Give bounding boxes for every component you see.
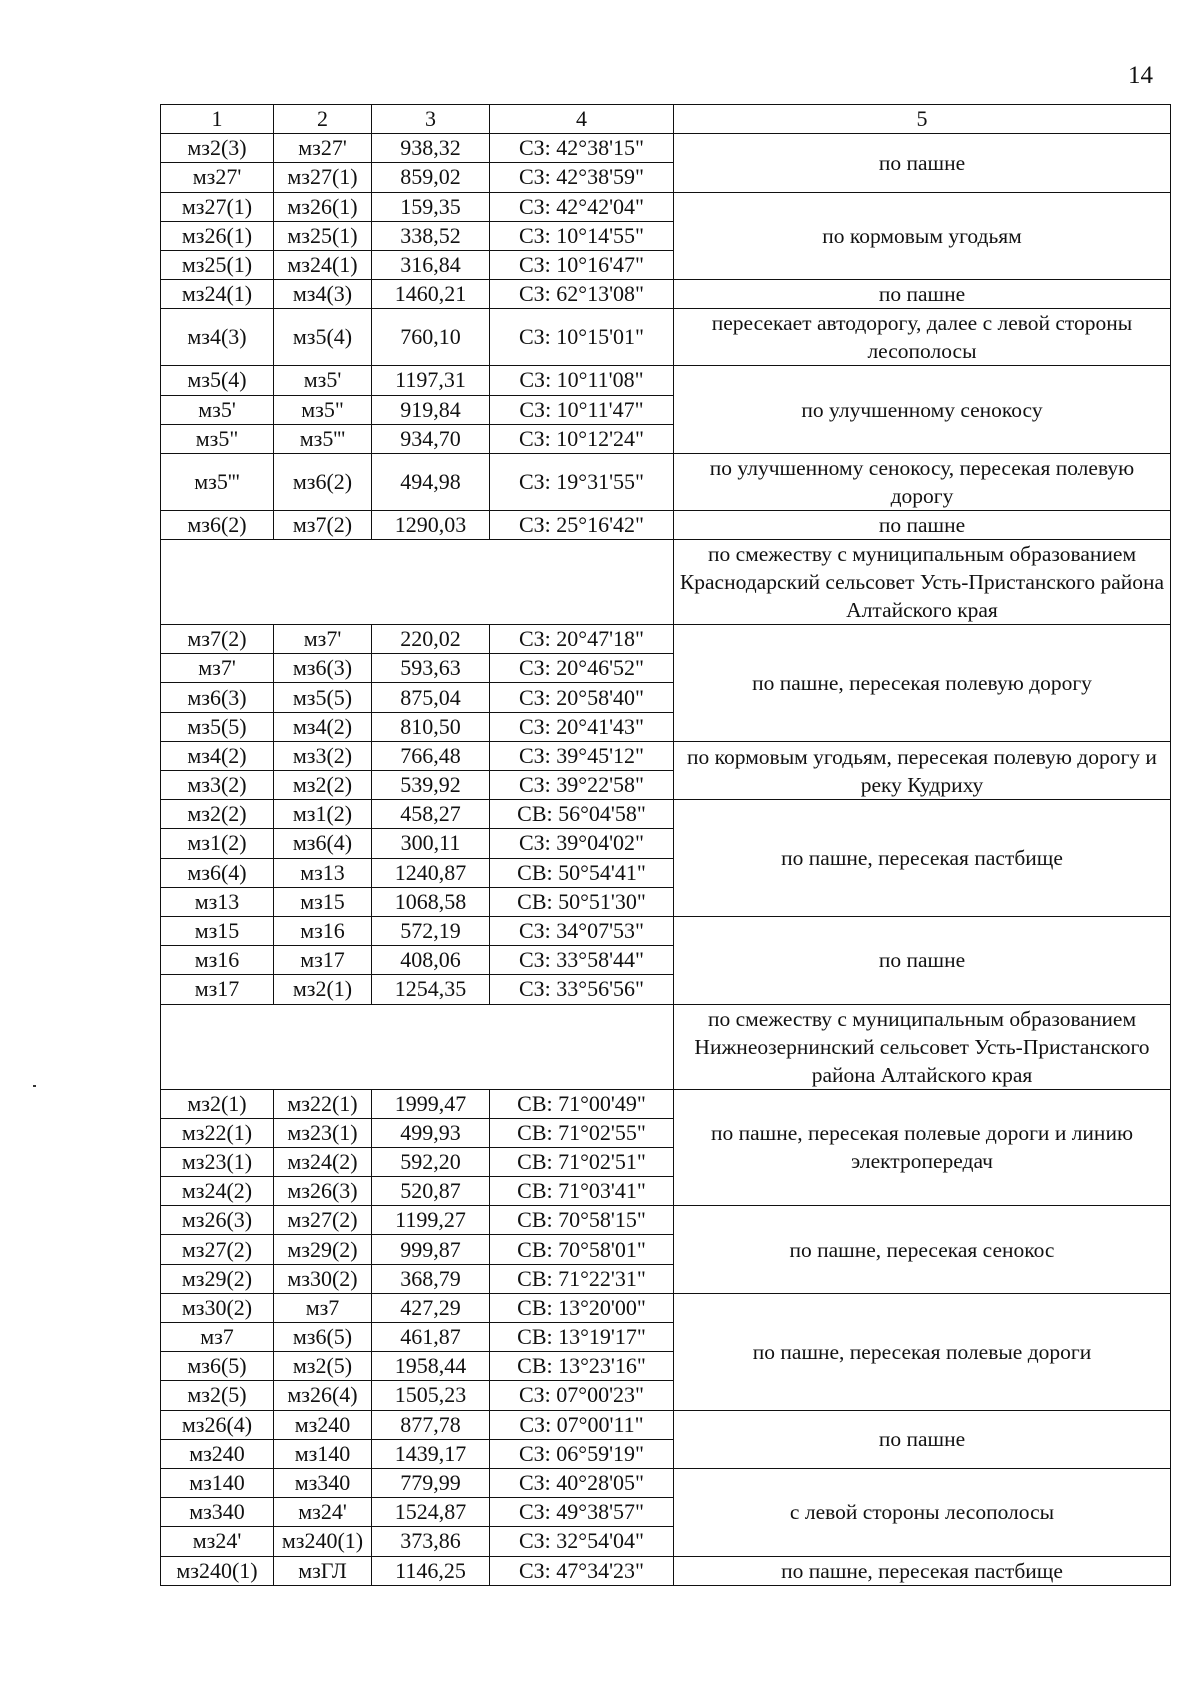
bearing: СВ: 71°22'31" xyxy=(490,1264,674,1293)
length: 760,10 xyxy=(372,309,490,366)
from-point: мз7(2) xyxy=(161,625,274,654)
length: 810,50 xyxy=(372,712,490,741)
bearing: СЗ: 42°38'15" xyxy=(490,134,674,163)
length: 766,48 xyxy=(372,741,490,770)
from-point: мз2(1) xyxy=(161,1089,274,1118)
to-point: мз30(2) xyxy=(274,1264,372,1293)
from-point: мз26(3) xyxy=(161,1206,274,1235)
table-row xyxy=(161,916,1171,945)
table-row xyxy=(161,1089,1171,1118)
adjacency-row xyxy=(161,1004,1171,1089)
to-point: мз25(1) xyxy=(274,221,372,250)
table-row xyxy=(161,1206,1171,1235)
length: 1199,27 xyxy=(372,1206,490,1235)
to-point: мз240(1) xyxy=(274,1527,372,1556)
from-point: мз24' xyxy=(161,1527,274,1556)
table-row xyxy=(161,366,1171,395)
to-point: мз6(4) xyxy=(274,829,372,858)
length: 494,98 xyxy=(372,453,490,510)
from-point: мз6(2) xyxy=(161,510,274,539)
table-row xyxy=(161,741,1171,770)
bearing: СЗ: 40°28'05" xyxy=(490,1468,674,1497)
bearing: СЗ: 10°16'47" xyxy=(490,250,674,279)
boundary-description: по кормовым угодьям xyxy=(674,192,1171,280)
from-point: мз5''' xyxy=(161,453,274,510)
from-point: мз24(2) xyxy=(161,1177,274,1206)
boundary-description: по пашне xyxy=(674,510,1171,539)
to-point: мз24(2) xyxy=(274,1147,372,1176)
length: 458,27 xyxy=(372,800,490,829)
length: 572,19 xyxy=(372,916,490,945)
length: 338,52 xyxy=(372,221,490,250)
from-point: мз2(2) xyxy=(161,800,274,829)
bearing: СЗ: 10°15'01" xyxy=(490,309,674,366)
from-point: мз29(2) xyxy=(161,1264,274,1293)
column-header: 2 xyxy=(274,105,372,134)
from-point: мз27(2) xyxy=(161,1235,274,1264)
to-point: мз5(4) xyxy=(274,309,372,366)
bearing: СЗ: 20°47'18" xyxy=(490,625,674,654)
table-row xyxy=(161,192,1171,221)
boundary-description: по улучшенному сенокосу, пересекая полевую дорогу xyxy=(674,453,1171,510)
from-point: мз3(2) xyxy=(161,771,274,800)
bearing: СЗ: 42°38'59" xyxy=(490,163,674,192)
from-point: мз340 xyxy=(161,1498,274,1527)
length: 1254,35 xyxy=(372,975,490,1004)
length: 1197,31 xyxy=(372,366,490,395)
from-point: мз4(3) xyxy=(161,309,274,366)
from-point: мз24(1) xyxy=(161,280,274,309)
bearing: СВ: 70°58'15" xyxy=(490,1206,674,1235)
to-point: мз6(5) xyxy=(274,1323,372,1352)
to-point: мз13 xyxy=(274,858,372,887)
length: 938,32 xyxy=(372,134,490,163)
length: 875,04 xyxy=(372,683,490,712)
length: 368,79 xyxy=(372,1264,490,1293)
boundary-description: с левой стороны лесополосы xyxy=(674,1468,1171,1556)
from-point: мз7 xyxy=(161,1323,274,1352)
bearing: СЗ: 33°56'56" xyxy=(490,975,674,1004)
from-point: мз2(3) xyxy=(161,134,274,163)
length: 408,06 xyxy=(372,946,490,975)
header-row xyxy=(161,105,1171,134)
to-point: мз24' xyxy=(274,1498,372,1527)
to-point: мз2(1) xyxy=(274,975,372,1004)
from-point: мз1(2) xyxy=(161,829,274,858)
to-point: мз4(2) xyxy=(274,712,372,741)
bearing: СЗ: 62°13'08" xyxy=(490,280,674,309)
length: 1524,87 xyxy=(372,1498,490,1527)
bearing: СВ: 13°19'17" xyxy=(490,1323,674,1352)
to-point: мз6(3) xyxy=(274,654,372,683)
from-point: мз30(2) xyxy=(161,1293,274,1322)
boundary-description: по кормовым угодьям, пересекая полевую дорогу и реку Кудриху xyxy=(674,741,1171,799)
from-point: мз27(1) xyxy=(161,192,274,221)
column-header: 5 xyxy=(674,105,1171,134)
bearing: СЗ: 42°42'04" xyxy=(490,192,674,221)
bearing: СЗ: 25°16'42" xyxy=(490,510,674,539)
to-point: мз5''' xyxy=(274,424,372,453)
length: 934,70 xyxy=(372,424,490,453)
length: 592,20 xyxy=(372,1147,490,1176)
bearing: СЗ: 10°11'47" xyxy=(490,395,674,424)
length: 520,87 xyxy=(372,1177,490,1206)
bearing: СЗ: 39°22'58" xyxy=(490,771,674,800)
boundary-description: по пашне, пересекая полевые дороги и линию электропередач xyxy=(674,1089,1171,1206)
length: 1999,47 xyxy=(372,1089,490,1118)
bearing: СЗ: 20°58'40" xyxy=(490,683,674,712)
table-row xyxy=(161,453,1171,510)
bearing: СВ: 56°04'58" xyxy=(490,800,674,829)
length: 316,84 xyxy=(372,250,490,279)
length: 499,93 xyxy=(372,1118,490,1147)
length: 220,02 xyxy=(372,625,490,654)
length: 999,87 xyxy=(372,1235,490,1264)
to-point: мз26(4) xyxy=(274,1381,372,1410)
bearing: СЗ: 10°11'08" xyxy=(490,366,674,395)
to-point: мз1(2) xyxy=(274,800,372,829)
bearing: СВ: 50°54'41" xyxy=(490,858,674,887)
from-point: мз23(1) xyxy=(161,1147,274,1176)
boundary-description: по пашне xyxy=(674,134,1171,192)
from-point: мз2(5) xyxy=(161,1381,274,1410)
bearing: СВ: 71°03'41" xyxy=(490,1177,674,1206)
from-point: мз6(5) xyxy=(161,1352,274,1381)
bearing: СВ: 70°58'01" xyxy=(490,1235,674,1264)
to-point: мз27(2) xyxy=(274,1206,372,1235)
boundary-description: по улучшенному сенокосу xyxy=(674,366,1171,454)
bearing: СЗ: 06°59'19" xyxy=(490,1439,674,1468)
table-row xyxy=(161,280,1171,309)
from-point: мз17 xyxy=(161,975,274,1004)
bearing: СВ: 71°02'55" xyxy=(490,1118,674,1147)
to-point: мз24(1) xyxy=(274,250,372,279)
length: 539,92 xyxy=(372,771,490,800)
bearing: СВ: 13°20'00" xyxy=(490,1293,674,1322)
to-point: мзГЛ xyxy=(274,1556,372,1585)
to-point: мз5(5) xyxy=(274,683,372,712)
boundary-description: по смежеству с муниципальным образованием Краснодарский сельсовет Усть-Пристанского района Алтайского края xyxy=(674,540,1171,625)
from-point: мз6(3) xyxy=(161,683,274,712)
bearing: СВ: 71°00'49" xyxy=(490,1089,674,1118)
from-point: мз16 xyxy=(161,946,274,975)
boundary-description: пересекает автодорогу, далее с левой стороны лесополосы xyxy=(674,309,1171,366)
empty-cell xyxy=(161,1004,674,1089)
to-point: мз4(3) xyxy=(274,280,372,309)
boundary-description: по пашне, пересекая пастбище xyxy=(674,1556,1171,1585)
length: 1439,17 xyxy=(372,1439,490,1468)
boundary-description: по пашне, пересекая пастбище xyxy=(674,800,1171,917)
to-point: мз22(1) xyxy=(274,1089,372,1118)
bearing: СЗ: 39°45'12" xyxy=(490,741,674,770)
to-point: мз27' xyxy=(274,134,372,163)
from-point: мз5' xyxy=(161,395,274,424)
length: 427,29 xyxy=(372,1293,490,1322)
from-point: мз5(4) xyxy=(161,366,274,395)
length: 159,35 xyxy=(372,192,490,221)
table-row xyxy=(161,134,1171,163)
to-point: мз17 xyxy=(274,946,372,975)
from-point: мз6(4) xyxy=(161,858,274,887)
bearing: СЗ: 07°00'11" xyxy=(490,1410,674,1439)
to-point: мз140 xyxy=(274,1439,372,1468)
to-point: мз15 xyxy=(274,887,372,916)
length: 1146,25 xyxy=(372,1556,490,1585)
to-point: мз6(2) xyxy=(274,453,372,510)
bearing: СЗ: 20°41'43" xyxy=(490,712,674,741)
table-row xyxy=(161,1410,1171,1439)
from-point: мз5" xyxy=(161,424,274,453)
adjacency-row xyxy=(161,540,1171,625)
boundary-description: по пашне xyxy=(674,916,1171,1004)
from-point: мз13 xyxy=(161,887,274,916)
boundary-description: по пашне xyxy=(674,1410,1171,1468)
to-point: мз26(1) xyxy=(274,192,372,221)
bearing: СЗ: 10°12'24" xyxy=(490,424,674,453)
bearing: СЗ: 47°34'23" xyxy=(490,1556,674,1585)
to-point: мз3(2) xyxy=(274,741,372,770)
to-point: мз5' xyxy=(274,366,372,395)
to-point: мз7 xyxy=(274,1293,372,1322)
length: 1460,21 xyxy=(372,280,490,309)
bearing: СВ: 13°23'16" xyxy=(490,1352,674,1381)
table-row xyxy=(161,800,1171,829)
length: 373,86 xyxy=(372,1527,490,1556)
bearing: СВ: 50°51'30" xyxy=(490,887,674,916)
table-row xyxy=(161,309,1171,366)
from-point: мз26(1) xyxy=(161,221,274,250)
length: 877,78 xyxy=(372,1410,490,1439)
to-point: мз2(2) xyxy=(274,771,372,800)
bearing: СВ: 71°02'51" xyxy=(490,1147,674,1176)
to-point: мз240 xyxy=(274,1410,372,1439)
length: 919,84 xyxy=(372,395,490,424)
from-point: мз25(1) xyxy=(161,250,274,279)
to-point: мз340 xyxy=(274,1468,372,1497)
empty-cell xyxy=(161,540,674,625)
length: 461,87 xyxy=(372,1323,490,1352)
boundary-description: по пашне xyxy=(674,280,1171,309)
to-point: мз23(1) xyxy=(274,1118,372,1147)
column-header: 1 xyxy=(161,105,274,134)
from-point: мз26(4) xyxy=(161,1410,274,1439)
length: 593,63 xyxy=(372,654,490,683)
boundary-description: по пашне, пересекая полевую дорогу xyxy=(674,625,1171,742)
to-point: мз26(3) xyxy=(274,1177,372,1206)
bearing: СЗ: 49°38'57" xyxy=(490,1498,674,1527)
length: 1505,23 xyxy=(372,1381,490,1410)
from-point: мз5(5) xyxy=(161,712,274,741)
boundary-description: по смежеству с муниципальным образованием Нижнеозернинский сельсовет Усть-Пристанского района Алтайского края xyxy=(674,1004,1171,1089)
from-point: мз240(1) xyxy=(161,1556,274,1585)
to-point: мз7' xyxy=(274,625,372,654)
length: 1240,87 xyxy=(372,858,490,887)
from-point: мз4(2) xyxy=(161,741,274,770)
length: 779,99 xyxy=(372,1468,490,1497)
to-point: мз27(1) xyxy=(274,163,372,192)
bearing: СЗ: 10°14'55" xyxy=(490,221,674,250)
to-point: мз7(2) xyxy=(274,510,372,539)
length: 859,02 xyxy=(372,163,490,192)
bearing: СЗ: 34°07'53" xyxy=(490,916,674,945)
bearing: СЗ: 39°04'02" xyxy=(490,829,674,858)
table-row xyxy=(161,1468,1171,1497)
from-point: мз240 xyxy=(161,1439,274,1468)
to-point: мз29(2) xyxy=(274,1235,372,1264)
length: 300,11 xyxy=(372,829,490,858)
length: 1068,58 xyxy=(372,887,490,916)
from-point: мз22(1) xyxy=(161,1118,274,1147)
bearing: СЗ: 32°54'04" xyxy=(490,1527,674,1556)
column-header: 4 xyxy=(490,105,674,134)
to-point: мз2(5) xyxy=(274,1352,372,1381)
boundary-table xyxy=(160,104,1171,1586)
bearing: СЗ: 07°00'23" xyxy=(490,1381,674,1410)
length: 1290,03 xyxy=(372,510,490,539)
from-point: мз27' xyxy=(161,163,274,192)
boundary-description: по пашне, пересекая полевые дороги xyxy=(674,1293,1171,1410)
table-row xyxy=(161,625,1171,654)
from-point: мз15 xyxy=(161,916,274,945)
page-number: 14 xyxy=(1128,62,1153,89)
to-point: мз5" xyxy=(274,395,372,424)
bearing: СЗ: 33°58'44" xyxy=(490,946,674,975)
table-row xyxy=(161,510,1171,539)
from-point: мз140 xyxy=(161,1468,274,1497)
length: 1958,44 xyxy=(372,1352,490,1381)
from-point: мз7' xyxy=(161,654,274,683)
stray-mark xyxy=(33,1085,36,1087)
column-header: 3 xyxy=(372,105,490,134)
bearing: СЗ: 19°31'55" xyxy=(490,453,674,510)
to-point: мз16 xyxy=(274,916,372,945)
bearing: СЗ: 20°46'52" xyxy=(490,654,674,683)
table-row xyxy=(161,1293,1171,1322)
boundary-description: по пашне, пересекая сенокос xyxy=(674,1206,1171,1294)
table-row xyxy=(161,1556,1171,1585)
